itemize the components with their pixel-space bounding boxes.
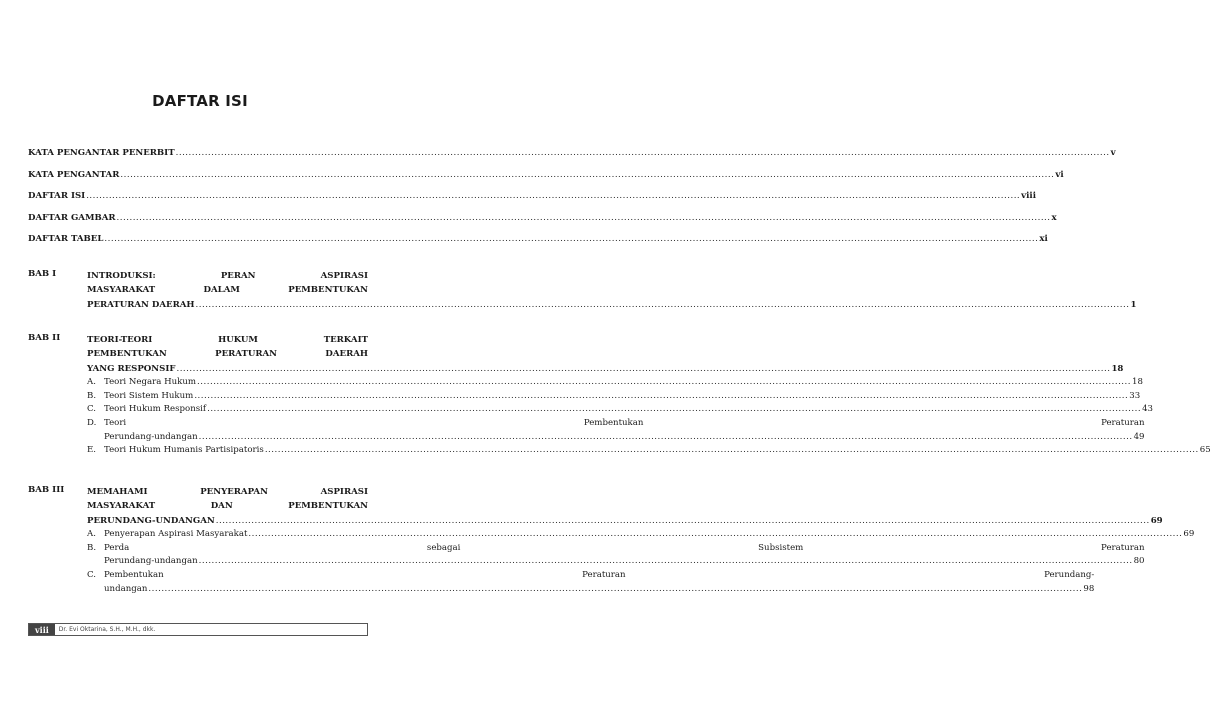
- toc-entry-label: DAFTAR TABEL: [28, 234, 104, 245]
- chapter-label: BAB I: [28, 269, 57, 279]
- section-entry[interactable]: [87, 569, 1095, 596]
- dot-leader: [176, 362, 1110, 376]
- toc-entry-daftar-gambar[interactable]: [28, 212, 1057, 223]
- chapter-title[interactable]: [87, 269, 1137, 312]
- dot-leader: [104, 234, 1038, 244]
- chapter-title-line: MEMAHAMI PENYERAPAN ASPIRASI: [87, 487, 368, 497]
- section-entry[interactable]: [87, 444, 1211, 458]
- section-page: 80: [1133, 556, 1145, 567]
- section-page: 43: [1142, 404, 1153, 415]
- section-page: 65: [1199, 445, 1211, 456]
- chapter-title-line: PERATURAN DAERAH: [87, 299, 195, 310]
- dot-leader: [196, 298, 1130, 312]
- dot-leader: [248, 528, 1182, 542]
- toc-entry-page: v: [1110, 148, 1116, 158]
- section-title: Teori Hukum Humanis Partisipatoris: [104, 445, 264, 456]
- chapter-title-line: TEORI-TEORI HUKUM TERKAIT: [87, 335, 368, 345]
- section-title: Perda sebagai Subsistem Peraturan: [104, 542, 1145, 553]
- toc-entry-page: xi: [1039, 234, 1048, 245]
- section-page: 49: [1133, 431, 1145, 442]
- section-letter: A.: [87, 377, 96, 388]
- chapter-bab-2: [28, 333, 1211, 458]
- chapter-title-line: INTRODUKSI: PERAN ASPIRASI: [87, 271, 368, 281]
- section-entry[interactable]: [87, 528, 1195, 542]
- section-title-cont: Perundang-undangan: [104, 556, 198, 567]
- dot-leader: [207, 403, 1141, 417]
- chapter-page: 18: [1111, 363, 1124, 374]
- section-letter: B.: [87, 390, 97, 401]
- chapter-bab-3: [28, 485, 1195, 596]
- section-title-cont: undangan: [104, 583, 148, 594]
- section-page: 98: [1083, 583, 1095, 594]
- chapter-page: 69: [1150, 515, 1163, 526]
- dot-leader: [120, 170, 1054, 180]
- dot-leader: [176, 148, 1110, 158]
- chapter-title[interactable]: [87, 333, 1124, 376]
- section-letter: D.: [87, 418, 97, 428]
- section-letter: A.: [87, 529, 96, 540]
- dot-leader: [86, 191, 1020, 201]
- section-page: 18: [1132, 377, 1143, 388]
- section-title: Penyerapan Aspirasi Masyarakat: [104, 529, 248, 540]
- chapter-label: BAB III: [28, 485, 65, 495]
- toc-entry-kata-pengantar-penerbit[interactable]: [28, 148, 1116, 158]
- dot-leader: [199, 555, 1133, 569]
- toc-entry-page: vi: [1055, 169, 1064, 180]
- section-letter: B.: [87, 542, 97, 553]
- dot-leader: [117, 213, 1051, 223]
- toc-entry-page: viii: [1021, 191, 1036, 202]
- section-page: 33: [1129, 390, 1141, 401]
- section-page: 69: [1183, 529, 1195, 540]
- section-title-cont: Perundang-undangan: [104, 431, 198, 442]
- page-footer: [28, 623, 368, 636]
- toc-entry-label: KATA PENGANTAR PENERBIT: [28, 148, 175, 158]
- section-title: Teori Pembentukan Peraturan: [104, 418, 1145, 428]
- dot-leader: [199, 431, 1133, 445]
- toc-entry-page: x: [1051, 212, 1057, 223]
- chapter-page: 1: [1130, 299, 1137, 310]
- toc-entry-daftar-isi[interactable]: [28, 191, 1036, 202]
- section-title: Teori Negara Hukum: [104, 377, 197, 388]
- chapter-bab-1: [28, 269, 1137, 312]
- chapter-label: BAB II: [28, 333, 61, 343]
- toc-entry-daftar-tabel[interactable]: [28, 234, 1048, 245]
- section-title: Teori Sistem Hukum: [104, 390, 194, 401]
- section-entry[interactable]: [87, 403, 1153, 417]
- section-title: Teori Hukum Responsif: [104, 404, 207, 415]
- toc-entry-label: DAFTAR ISI: [28, 191, 86, 202]
- dot-leader: [265, 444, 1199, 458]
- dot-leader: [216, 514, 1150, 528]
- toc-entry-label: DAFTAR GAMBAR: [28, 212, 116, 223]
- section-letter: E.: [87, 445, 97, 456]
- section-entry[interactable]: [87, 542, 1145, 569]
- section-entry[interactable]: [87, 417, 1145, 444]
- chapter-title-line: PERUNDANG-UNDANGAN: [87, 515, 215, 526]
- dot-leader: [148, 583, 1082, 597]
- section-letter: C.: [87, 570, 97, 580]
- section-entry[interactable]: [87, 376, 1143, 390]
- section-entry[interactable]: [87, 390, 1141, 404]
- dot-leader: [194, 390, 1128, 404]
- chapter-title-line: MASYARAKAT DALAM PEMBENTUKAN: [87, 285, 368, 296]
- section-letter: C.: [87, 404, 97, 415]
- section-title: Pembentukan Peraturan Perundang-: [104, 570, 1095, 580]
- page-title: DAFTAR ISI: [152, 92, 248, 110]
- footer-author: Dr. Evi Oktarina, S.H., M.H., dkk.: [58, 626, 156, 633]
- chapter-title[interactable]: [87, 485, 1163, 528]
- dot-leader: [197, 376, 1131, 390]
- chapter-title-line: YANG RESPONSIF: [87, 363, 176, 374]
- chapter-title-line: MASYARAKAT DAN PEMBENTUKAN: [87, 501, 368, 512]
- toc-entry-kata-pengantar[interactable]: [28, 169, 1064, 180]
- chapter-title-line: PEMBENTUKAN PERATURAN DAERAH: [87, 349, 368, 360]
- footer-page-number: viii: [29, 624, 55, 635]
- toc-entry-label: KATA PENGANTAR: [28, 169, 120, 180]
- front-matter-list: [28, 148, 1116, 245]
